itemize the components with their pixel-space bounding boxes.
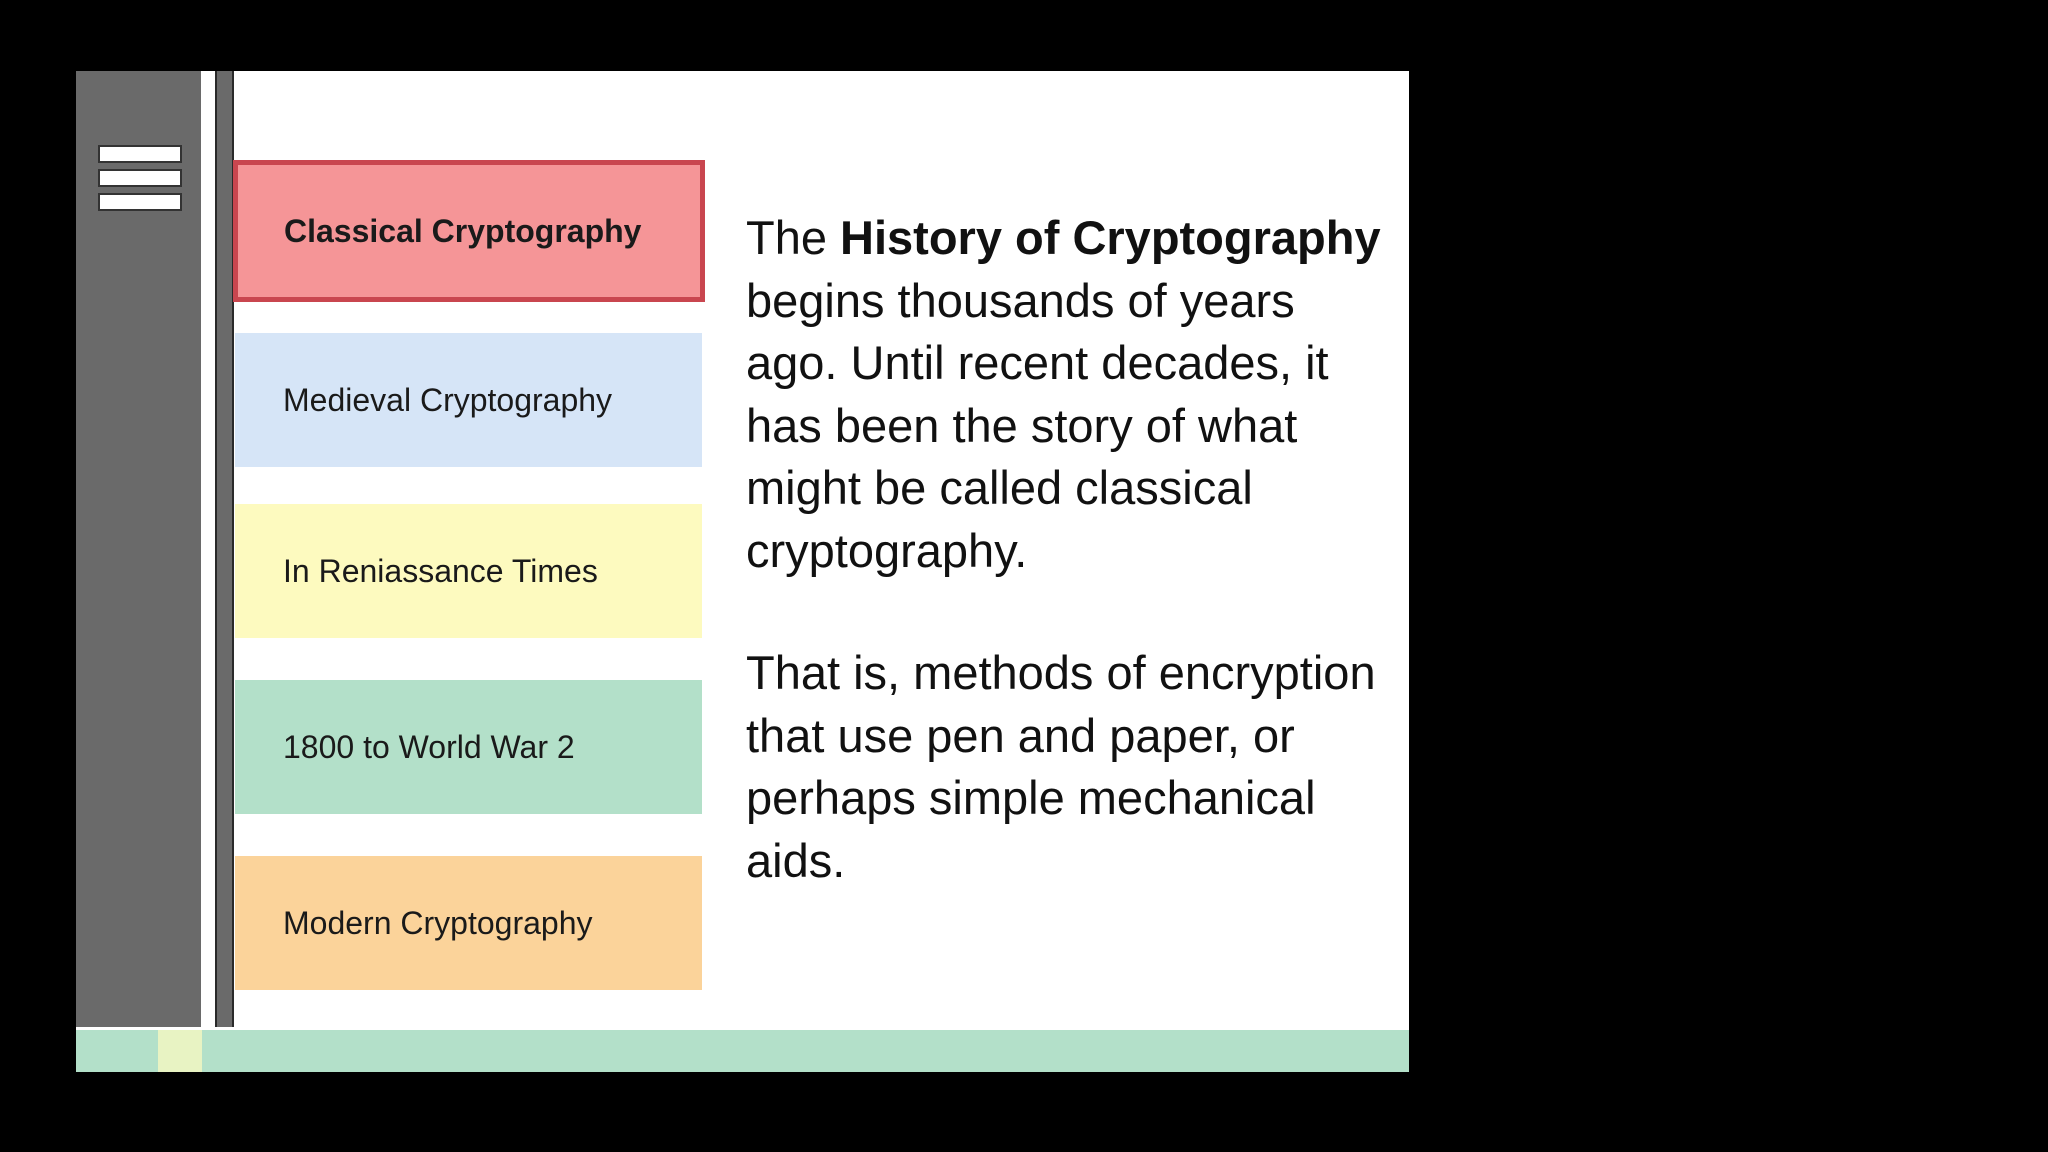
sidebar-strip bbox=[217, 71, 234, 1027]
tab-modern-cryptography[interactable]: Modern Cryptography bbox=[235, 856, 702, 990]
intro-bold-title: History of Cryptography bbox=[840, 211, 1381, 264]
slide bbox=[76, 71, 1409, 1072]
tab-renaissance-times[interactable]: In Reniassance Times bbox=[235, 504, 702, 638]
intro-pre: The bbox=[746, 211, 841, 264]
menu-bar-3 bbox=[98, 193, 182, 211]
progress-marker bbox=[158, 1030, 202, 1072]
progress-strip bbox=[76, 1030, 1409, 1072]
tab-classical-cryptography[interactable]: Classical Cryptography bbox=[233, 160, 705, 302]
menu-bar-1 bbox=[98, 145, 182, 163]
content-text bbox=[746, 207, 1386, 892]
intro-paragraph bbox=[746, 207, 1386, 582]
sidebar-rail bbox=[201, 71, 217, 1027]
intro-post: begins thousands of years ago. Until recent decades, it has been the story of what might be called classical cryptography. bbox=[746, 273, 1329, 577]
menu-bar-2 bbox=[98, 169, 182, 187]
sidebar bbox=[76, 71, 203, 1027]
second-paragraph: That is, methods of encryption that use pen and paper, or perhaps simple mechanical aids. bbox=[746, 646, 1376, 887]
hamburger-menu-icon[interactable] bbox=[98, 145, 182, 215]
tab-medieval-cryptography[interactable]: Medieval Cryptography bbox=[235, 333, 702, 467]
tab-1800-to-world-war-2[interactable]: 1800 to World War 2 bbox=[235, 680, 702, 814]
